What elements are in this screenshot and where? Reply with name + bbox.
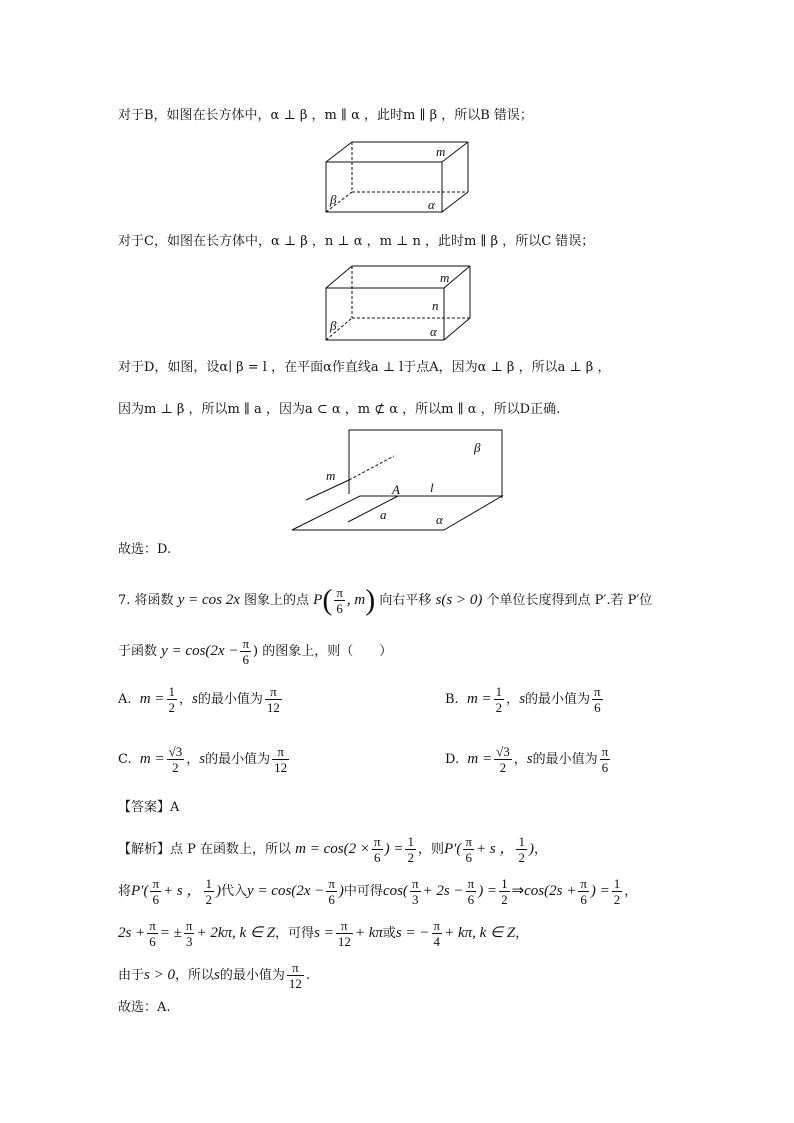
- figure-cuboid-2: [320, 262, 480, 344]
- label-n: n: [432, 298, 439, 313]
- label-alpha: α: [436, 512, 443, 527]
- text-line-b: 对于B，如图在长方体中，α ⊥ β ，m ∥ α ，此时m ∥ β ，所以B 错误；: [118, 108, 533, 123]
- label-m: m: [326, 468, 336, 483]
- conclusion-a: 故选：A.: [118, 1000, 171, 1015]
- label-A: A: [392, 482, 400, 497]
- analysis-line3: 2s + $\frac{\pi}{6}$ = ± $\frac{\pi}{3}$ + 2kπ, k ∈ Z，可得s = $\frac{\pi}{12}$ + kπ或s = − $\frac{\pi}{4}$ + kπ, k ∈ Z，: [118, 918, 529, 949]
- answer: 【答案】A: [118, 800, 180, 815]
- label-alpha: α: [430, 324, 437, 339]
- question-7-line1: 7. 将函数 y = cos 2x 图象上的点 P( $\frac{\pi}{6}$ , m) 向右平移 s(s > 0) 个单位长度得到点 P′.若 P′位: [118, 583, 653, 617]
- label-alpha: α: [428, 197, 435, 212]
- option-c[interactable]: C. m = $\frac{√3}{2}$ ，s的最小值为 $\frac{\pi}{12}$: [118, 744, 288, 775]
- label-a: a: [380, 507, 387, 522]
- label-beta: β: [330, 318, 337, 333]
- analysis-line4: 由于s > 0，所以s的最小值为 $\frac{\pi}{12}$ .: [118, 960, 310, 991]
- label-m: m: [440, 270, 450, 285]
- label-l: l: [430, 480, 434, 495]
- label-beta: β: [330, 192, 337, 207]
- figure-cuboid-1: [320, 138, 480, 218]
- option-a[interactable]: A. m = $\frac{1}{2}$ ，s的最小值为 $\frac{\pi}{12}$: [118, 684, 280, 715]
- label-m: m: [436, 144, 446, 159]
- text-line-d2: 因为m ⊥ β ，所以m ∥ a ，因为a ⊂ α ，m ⊄ α ，所以m ∥ α ，所以D正确.: [118, 402, 561, 417]
- conclusion-d: 故选：D.: [118, 542, 172, 557]
- figure-planes: [286, 424, 516, 534]
- option-b[interactable]: B. m = $\frac{1}{2}$ ，s的最小值为 $\frac{\pi}{6}$: [445, 684, 601, 715]
- label-beta: β: [474, 440, 481, 455]
- text-line-d1: 对于D，如图，设α∣ β = l ，在平面α作直线a ⊥ l于点A，因为α ⊥ β ，所以a ⊥ β ，: [118, 360, 611, 375]
- option-d[interactable]: D. m = $\frac{√3}{2}$ ，s的最小值为 $\frac{\pi}{6}$: [445, 744, 609, 775]
- question-7-line2: 于函数 y = cos(2x − $\frac{\pi}{6}$ ) 的图象上，则（ ）: [118, 636, 393, 667]
- text-line-c: 对于C，如图在长方体中，α ⊥ β ，n ⊥ α ，m ⊥ n ，此时m ∥ β ，所以C 错误；: [118, 234, 595, 249]
- analysis-line1: 【解析】点 P 在函数上，所以 m = cos(2 × $\frac{\pi}{6}$ ) = $\frac{1}{2}$ ，则P′( $\frac{\pi}{6}$ + s ， $\frac{1}{2}$ )，: [118, 834, 547, 865]
- analysis-line2: 将P′( $\frac{\pi}{6}$ + s ， $\frac{1}{2}$ )代入y = cos(2x − $\frac{\pi}{6}$ )中可得cos( $\frac{\pi}{3}$ + 2s − $\frac{\pi}{6}$ ) = $\frac{1}{2}$ ⇒cos(2s + $\frac{\pi}{6}$ ) = $\frac{1}{2}$ ，: [118, 876, 638, 907]
